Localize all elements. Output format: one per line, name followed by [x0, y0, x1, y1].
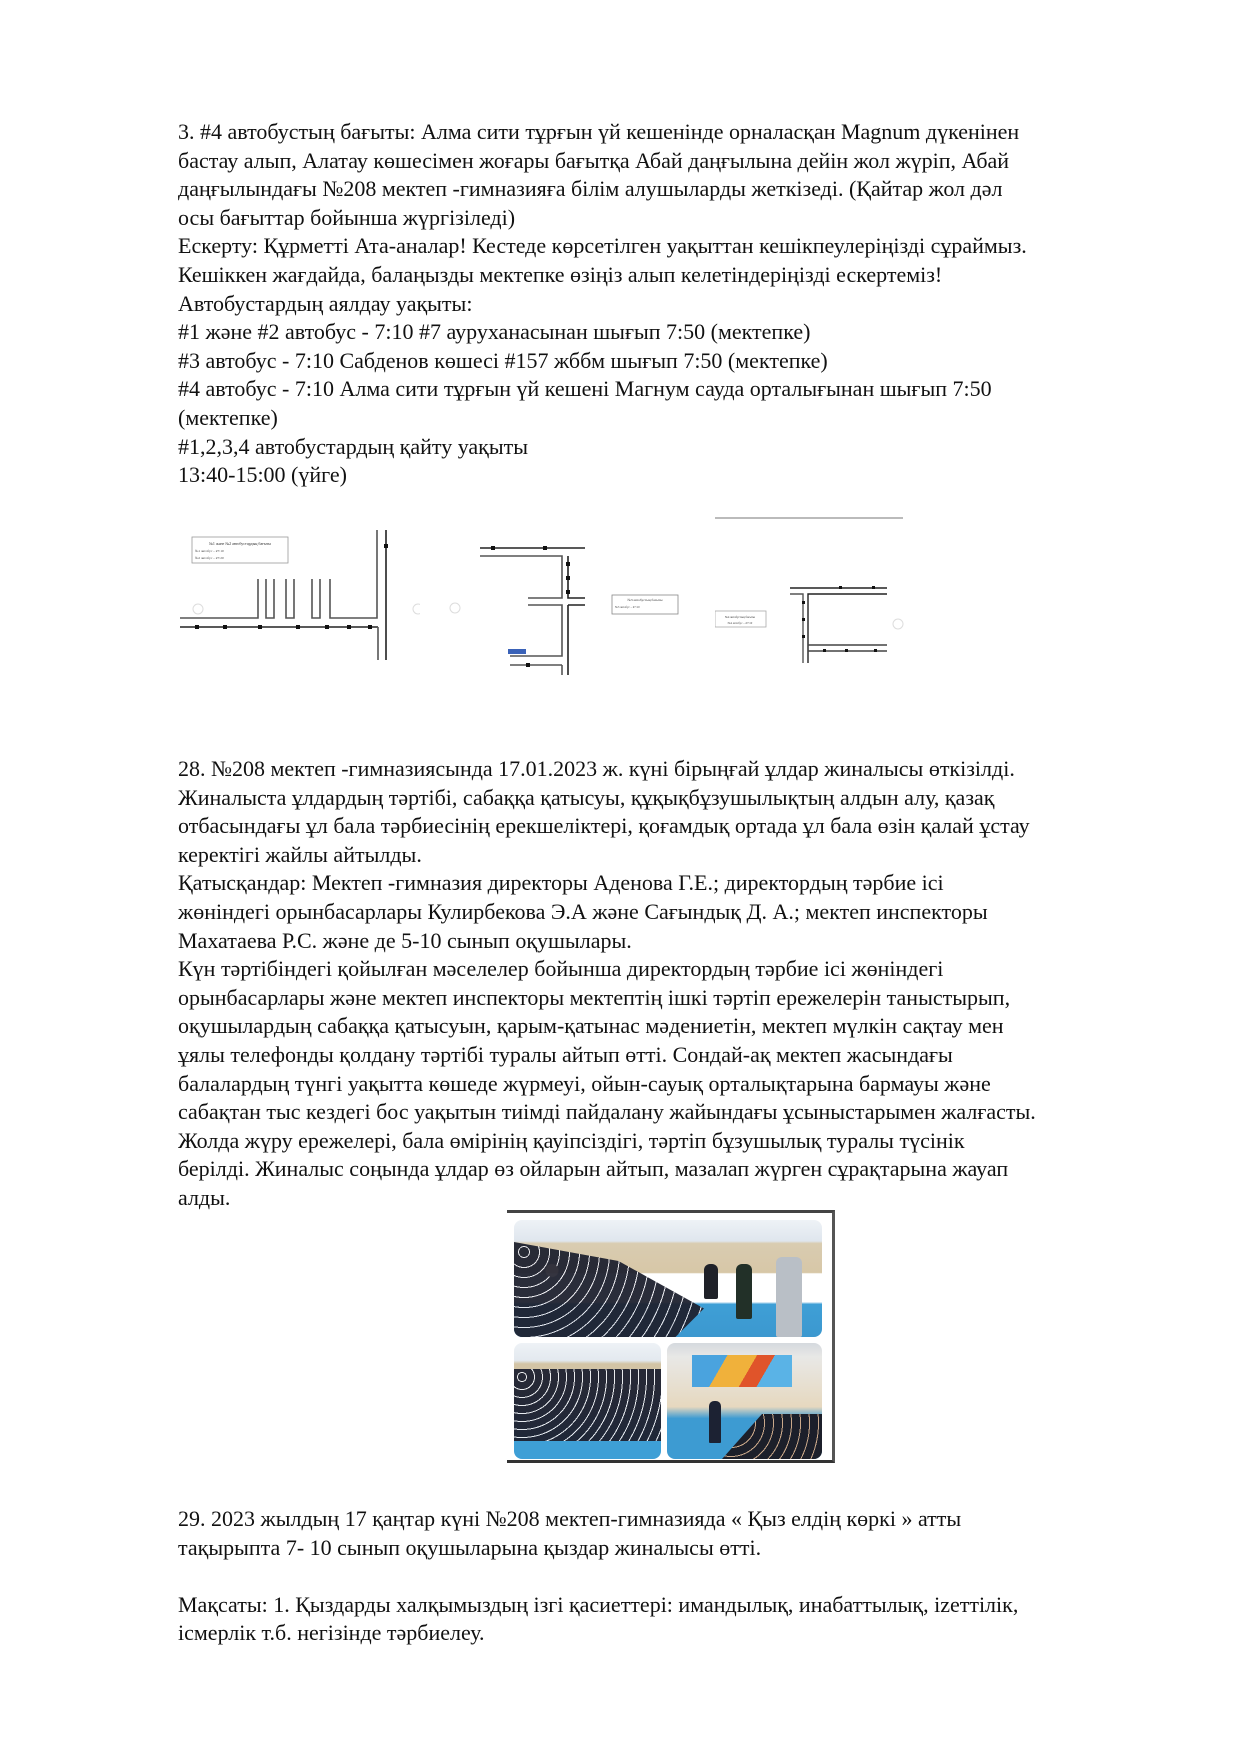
- schedule-heading: Автобустардың аялдау уақыты:: [178, 290, 473, 316]
- paragraph-line: оқушылардың сабаққа қатысуын, қарым-қатынас мәдениетін, мектеп мүлкін сақтау мен: [178, 1013, 1004, 1039]
- paragraph-line: тақырыпта 7- 10 сынып оқушыларына қыздар жиналысы өтті.: [178, 1534, 762, 1560]
- participants-line: жөніндегі орынбасарлары Кулирбекова Э.А және Сағындық Д. А.; мектеп инспекторы: [178, 898, 988, 924]
- participants-line: Қатысқандар: Мектеп -гимназия директоры Аденова Г.Е.; директордың тәрбие ісі: [178, 870, 944, 896]
- paragraph-line: балалардың түнгі уақытта көшеде жүрмеуі, ойын-сауық орталықтарына бармауы және: [178, 1070, 991, 1096]
- route-map-bus-3: [440, 515, 700, 715]
- route-map-bus-4: [715, 515, 970, 715]
- photo-boys-meeting-hall: [667, 1343, 822, 1459]
- photo-collage: [507, 1210, 835, 1463]
- map-diagram: [440, 515, 700, 715]
- section-3-bus-route: [178, 118, 1178, 490]
- warning-line: Ескерту: Құрметті Ата-аналар! Кестеде көрсетілген уақыттан кешікпеулеріңізді сұраймыз.: [178, 233, 1027, 259]
- paragraph-line: Жолда жүру ережелері, бала өмірінің қауіпсіздігі, тәртіп бұзушылық туралы түсінік: [178, 1127, 965, 1153]
- paragraph-line: Жиналыста ұлдардың тәртібі, сабаққа қатысуы, құқықбұзушылықтың алдын алу, қазақ: [178, 784, 995, 810]
- paragraph-line: даңғылындағы №208 мектеп -гимназияға білім алушыларды жеткізеді. (Қайтар жол дәл: [178, 176, 1003, 202]
- section-29-girls-meeting: [178, 1505, 1178, 1648]
- warning-line: Кешіккен жағдайда, балаңызды мектепке өзіңіз алып келетіндеріңізді ескертеміз!: [178, 261, 943, 287]
- goal-line: Мақсаты: 1. Қыздарды халқымыздың ізгі қасиеттері: имандылық, инабаттылық, izеттілік,: [178, 1591, 1019, 1617]
- map-legend-title: №1 және №2 автобустардың бағыты: [209, 541, 271, 546]
- svg-text:№1 автобус – #7:10: №1 автобус – #7:10: [195, 549, 224, 553]
- paragraph-line: 29. 2023 жылдың 17 қаңтар күні №208 мектеп-гимназияда « Қыз елдің көркі » атты: [178, 1506, 962, 1531]
- paragraph-line: Күн тәртібіндегі қойылған мәселелер бойынша директордың тәрбие ісі жөніндегі: [178, 956, 944, 982]
- map-legend-title: №3 автобустың бағыты: [627, 598, 663, 602]
- paragraph-line: берілді. Жиналыс соңында ұлдар өз ойларын айтып, мазалап жүрген сұрақтарына жауап: [178, 1156, 1009, 1182]
- svg-text:№3 автобус – #7:10: №3 автобус – #7:10: [615, 605, 640, 609]
- paragraph-line: алды.: [178, 1184, 231, 1210]
- schedule-line: #4 автобус - 7:10 Алма сити тұрғын үй кешені Магнум сауда орталығынан шығып 7:50: [178, 376, 992, 402]
- svg-text:№2 автобус – #7:20: №2 автобус – #7:20: [195, 556, 224, 560]
- paragraph-line: 28. №208 мектеп -гимназиясында 17.01.2023 ж. күні бірыңғай ұлдар жиналысы өткізілді.: [178, 756, 1015, 781]
- paragraph-line: керектігі жайлы айтылды.: [178, 841, 422, 867]
- return-heading: #1,2,3,4 автобустардың қайту уақыты: [178, 433, 529, 459]
- map-legend-title: №4 автобустың бағыты: [725, 615, 755, 619]
- schedule-line: #3 автобус - 7:10 Сабденов көшесі #157 жббм шығып 7:50 (мектепке): [178, 347, 828, 373]
- paragraph-line: сабақтан тыс кездегі бос уақытын тиімді пайдалану жайындағы ұсыныстарымен жалғасты.: [178, 1099, 1036, 1125]
- goal-line: ісмерлік т.б. негізінде тәрбиелеу.: [178, 1620, 485, 1646]
- route-maps: [170, 515, 970, 715]
- svg-text:№4 автобус – #7:10: №4 автобус – #7:10: [727, 621, 753, 625]
- paragraph-line: осы бағыттар бойынша жүргізіледі): [178, 204, 516, 230]
- route-map-bus-1-2: [170, 515, 420, 715]
- map-diagram: [715, 515, 970, 715]
- paragraph-line: бастау алып, Алатау көшесімен жоғары бағытқа Абай даңғылына дейін жол жүріп, Абай: [178, 147, 1010, 173]
- paragraph-line: ұялы телефонды қолдану тәртібі туралы айтып өтті. Сондай-ақ мектеп жасындағы: [178, 1041, 953, 1067]
- section-28-boys-meeting: [178, 755, 1178, 1213]
- map-diagram: [170, 515, 420, 715]
- paragraph-line: орынбасарлары және мектеп инспекторы мектептің ішкі тәртіп ережелерін таныстырып,: [178, 984, 1011, 1010]
- return-time: 13:40-15:00 (үйге): [178, 462, 347, 488]
- paragraph-line: отбасындағы ұл бала тәрбиесінің ерекшеліктері, қоғамдық ортада ұл бала өзін қалай ұстау: [178, 813, 1030, 839]
- photo-boys-meeting-seated: [514, 1343, 661, 1459]
- schedule-line: #1 және #2 автобус - 7:10 #7 ауруханасынан шығып 7:50 (мектепке): [178, 319, 811, 345]
- schedule-line: (мектепке): [178, 404, 278, 430]
- photo-boys-meeting-audience: [514, 1220, 822, 1337]
- paragraph-line: 3. #4 автобустың бағыты: Алма сити тұрғын үй кешенінде орналасқан Magnum дүкенінен: [178, 119, 1020, 144]
- participants-line: Махатаева Р.С. және де 5-10 сынып оқушылары.: [178, 927, 632, 953]
